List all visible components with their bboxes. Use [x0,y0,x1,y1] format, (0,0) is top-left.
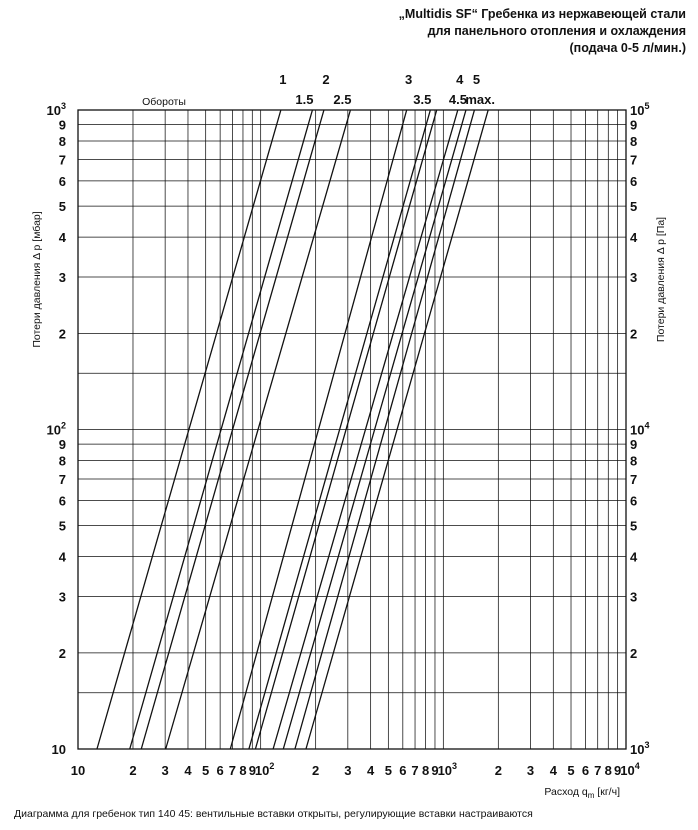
x-tick-label: 3 [161,763,169,778]
x-tick-label: 8 [422,763,430,778]
y-tick-label-right: $10^3$ [630,740,650,757]
y-tick-label-right: 8 [630,133,638,149]
x-tick-label: 9 [248,763,256,778]
series-label-4: 4 [456,72,464,87]
x-tick-label: 9 [614,763,622,778]
chart-title-line-1: „Multidis SF“ Гребенка из нержавеющей стали [398,7,686,21]
y-tick-label-right: 3 [630,270,638,286]
y-tick-label-left: 10 [51,742,66,757]
chart-caption: Диаграмма для гребенок тип 140 45: вентильные вставки открыты, регулирующие вставки настраиваются [14,808,533,820]
y-tick-label-left: $10^3$ [46,101,66,118]
x-tick-label: 5 [567,763,575,778]
x-tick-label: 7 [228,763,236,778]
x-axis-label: Расход $q_m$ [кг/ч] [544,786,620,800]
y-tick-label-right: 7 [630,471,638,487]
y-tick-label-left: 6 [58,493,66,509]
y-tick-label-left: 7 [58,152,66,168]
y-tick-label-left: 5 [58,199,66,215]
y-tick-label-right: 5 [630,518,638,534]
y-tick-label-right: 8 [630,453,638,469]
y-tick-label-right: 2 [630,326,638,342]
series-label-3: 3 [405,72,413,87]
y-tick-label-left: 4 [58,230,66,246]
x-tick-label: 3 [526,763,535,778]
x-tick-label: 7 [411,763,419,778]
y-tick-label-right: 6 [630,173,638,189]
chart-grid [78,110,626,749]
x-tick-label: 7 [594,763,602,778]
y-tick-label-right: 9 [630,437,638,453]
x-tick-label: 2 [312,763,320,778]
x-tick-label: 8 [604,763,612,778]
y-tick-label-left: 3 [58,589,66,605]
y-tick-label-right: $10^5$ [630,101,650,118]
x-tick-label: 4 [549,763,557,778]
y-tick-label-right: 6 [630,493,638,509]
x-tick-label: 6 [216,763,224,778]
series-label-5: 5 [472,72,481,87]
x-tick-label: $10^2$ [254,761,275,778]
x-tick-label: 4 [184,763,192,778]
series-label-1: 1 [279,72,287,87]
x-tick-label: 10 [70,763,86,778]
y-tick-label-right: 2 [630,645,638,661]
chart-title-line-3: (подача 0-5 л/мин.) [569,41,686,55]
y-axis-label-right: Потери давления Δ p [Па] [655,216,667,343]
y-tick-label-right: 9 [630,117,638,133]
x-tick-label: 2 [129,763,137,778]
y-tick-label-left: 2 [58,326,66,342]
y-tick-label-left: 6 [58,173,66,189]
series-label-max.: max. [465,92,496,107]
x-tick-label: 5 [384,763,392,778]
x-tick-label: 4 [367,763,375,778]
y-tick-label-right: 5 [630,199,638,215]
x-tick-label: 6 [399,763,407,778]
y-tick-label-left: 3 [58,270,66,286]
series-label-2.5: 2.5 [333,92,352,107]
x-tick-label: 3 [344,763,352,778]
series-label-4.5: 4.5 [448,92,467,107]
y-tick-label-right: 7 [630,152,638,168]
y-tick-label-right: 4 [630,549,638,565]
y-axis-label-left: Потери давления Δ p [мбар] [31,211,43,348]
series-label-2: 2 [322,72,330,87]
x-tick-label: 5 [202,763,210,778]
turns-label: Обороты [142,96,186,108]
x-tick-label: 9 [431,763,439,778]
series-label-3.5: 3.5 [413,92,432,107]
y-tick-label-left: 8 [58,133,66,149]
y-tick-label-right: 3 [630,589,638,605]
x-tick-label: 8 [239,763,247,778]
y-tick-label-left: 9 [58,437,66,453]
y-tick-label-left: 8 [58,453,66,469]
x-tick-label: $10^4$ [620,761,640,778]
y-tick-label-left: 2 [58,645,66,661]
y-tick-label-left: $10^2$ [46,420,66,438]
y-tick-label-right: $10^4$ [630,420,650,438]
chart-title-line-2: для панельного отопления и охлаждения [427,24,686,38]
series-label-1.5: 1.5 [295,92,314,107]
y-tick-label-left: 7 [58,471,66,487]
y-tick-label-left: 4 [58,549,66,565]
y-tick-label-left: 9 [58,117,66,133]
x-tick-label: 6 [581,763,590,778]
y-tick-label-right: 4 [630,230,638,246]
x-tick-label: $10^3$ [437,761,458,778]
y-tick-label-left: 5 [58,518,66,534]
x-tick-label: 2 [494,763,502,778]
